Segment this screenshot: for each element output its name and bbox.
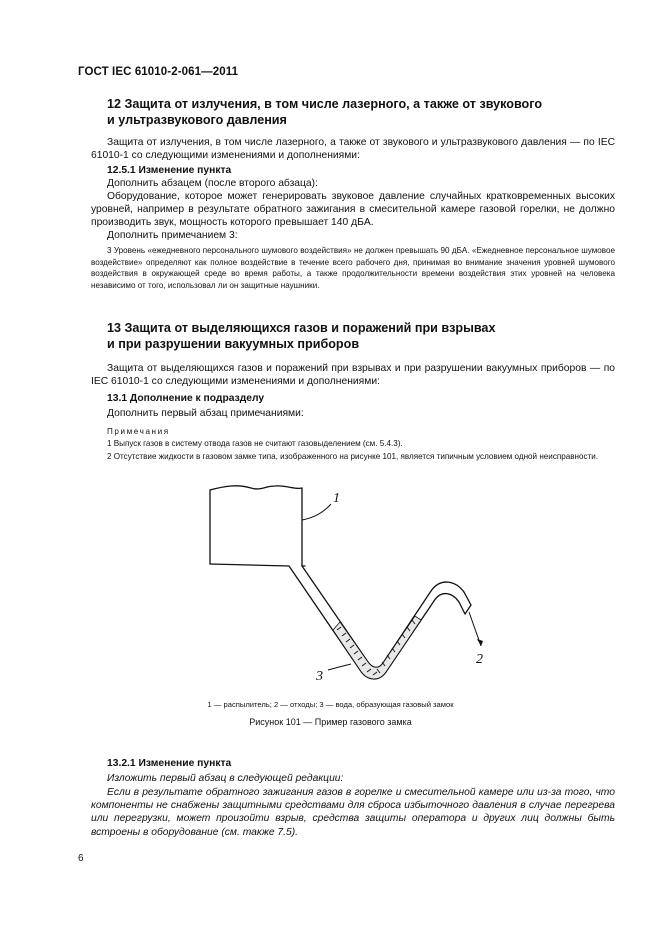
subsection-12-5-1: 12.5.1 Изменение пункта (107, 165, 232, 176)
note-3 (91, 245, 615, 291)
section-12-title-line1: 12 Защита от излучения, в том числе лазерного, а также от звукового (107, 97, 543, 111)
label-3: 3 (316, 669, 323, 684)
gas-trap-figure (195, 480, 485, 695)
instruction-add-paragraph: Дополнить абзацем (после второго абзаца): (107, 178, 318, 189)
note-1-text: 1 Выпуск газов в систему отвода газов не считают газовыделением (см. 5.4.3). (107, 439, 403, 448)
label-1: 1 (333, 491, 340, 506)
section-12-title-line2: и ультразвукового давления (107, 113, 287, 127)
sprayer-top-break (210, 486, 302, 490)
section-12-intro-text: Защита от излучения, в том числе лазерного, а также от звукового и ультразвукового давления — по IEC 61010-1 со следующими изменениями и дополнениями: (91, 137, 615, 162)
leader-3 (328, 664, 351, 670)
note-3-text: 3 Уровень «ежедневного персонального шумового воздействия» не должен превышать 90 дБA. «Ежедневное персональное шумовое воздействие» определяют как полное воздействие в течение всего рабочего дня, принимая во внимание значения уровней шумового воздействия в окружающей среде во время работы, а также продолжительности времени воздействия этих уровней на человека независимо от того, использовал ли он защитные наушники. (91, 246, 615, 290)
figure-legend: 1 — распылитель; 2 — отходы; 3 — вода, образующая газовый замок (207, 700, 454, 709)
section-13-2-1-text (91, 786, 615, 839)
trap-outer-wall (210, 564, 465, 681)
note-2 (91, 451, 615, 463)
figure-caption: Рисунок 101 — Пример газового замка (249, 717, 412, 727)
note-2-text: 2 Отсутствие жидкости в газовом замке типа, изображенного на рисунке 101, является типичным условием одной неисправности. (107, 452, 599, 461)
arrow-2 (477, 639, 483, 646)
subsection-13-2-1: 13.2.1 Изменение пункта (107, 758, 232, 769)
instruction-add-notes: Дополнить первый абзац примечаниями: (107, 408, 304, 419)
trap-wall-b (302, 566, 471, 667)
section-12-intro (91, 136, 615, 162)
trap-wall-a (210, 564, 465, 679)
label-2: 2 (476, 652, 483, 667)
leader-1 (302, 504, 331, 520)
section-13-2-1-body: Если в результате обратного зажигания газов в горелке и смесительной камере или из-за того, что компоненты не снабжены защитными средствами для сброса избыточного давления в случае перегрева или перегрузки, может произойти взрыв, средства защиты оператора и других лиц должны быть встроены в оборудование (см. также 7.5). (91, 787, 615, 838)
section-13-title (107, 320, 607, 352)
page-number: 6 (78, 853, 84, 864)
section-13-intro (91, 362, 615, 388)
section-13-title-line2: и при разрушении вакуумных приборов (107, 337, 360, 351)
equipment-paragraph-text: Оборудование, которое может генерировать звуковое давление случайных кратковременных высоких уровней, например в результате обратного зажигания в смесительной камере газовой горелки, не должно производить звук, мощность которого превышает 140 дБA. (91, 191, 615, 229)
document-header: ГОСТ IEC 61010-2-061—2011 (78, 66, 239, 78)
section-13-title-line1: 13 Защита от выделяющихся газов и поражений при взрывах (107, 321, 496, 335)
notes-title: Примечания (107, 427, 170, 436)
note-1 (91, 438, 615, 450)
section-12-title (107, 96, 607, 128)
instruction-add-note3: Дополнить примечанием 3: (107, 230, 238, 241)
equipment-paragraph (91, 190, 615, 230)
pipe-end (465, 605, 471, 614)
subsection-13-1: 13.1 Дополнение к подразделу (107, 393, 265, 404)
section-13-intro-text: Защита от выделяющихся газов и поражений при взрывах и при разрушении вакуумных приборов — по IEC 61010-1 со следующими изменениями и дополнениями: (91, 363, 615, 388)
instruction-restate: Изложить первый абзац в следующей редакции: (107, 773, 344, 784)
